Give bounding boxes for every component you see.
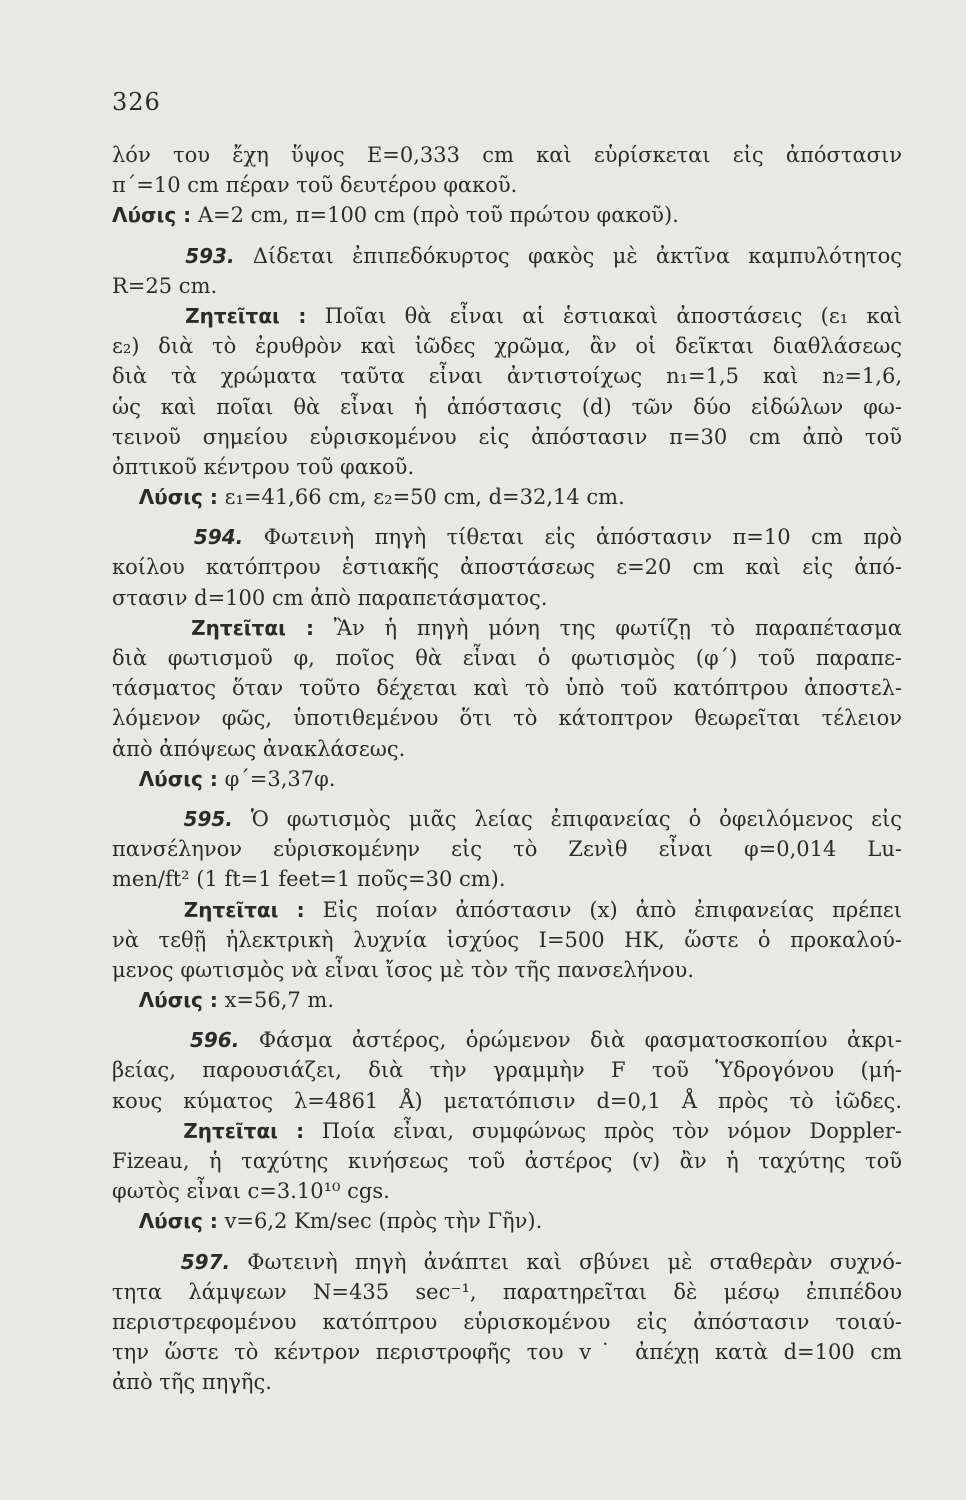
problem-text: Φάσμα ἀστέρος, ὁρώμενον διὰ φασματοσκοπίου ἀκρι- — [258, 1028, 902, 1053]
page-text — [112, 140, 902, 1398]
text-line: πανσέληνον εὑρισκομένην εἰς τὸ Ζενὶθ εἶναι φ=0,014 Lu- — [112, 837, 902, 862]
solution-text: φ΄=3,37φ. — [224, 766, 336, 791]
solution-text: Α=2 cm, π=100 cm (πρὸ τοῦ πρώτου φακοῦ). — [197, 203, 679, 228]
problem-number: 597. — [180, 1249, 231, 1274]
solution-label: Λύσις : — [138, 766, 218, 791]
text-line: men/ft² (1 ft=1 feet=1 ποῦς=30 cm). — [112, 867, 506, 892]
requirement-label: Ζητεῖται : — [183, 897, 305, 922]
problem-line — [112, 1247, 902, 1277]
text-line: Fizeau, ἡ ταχύτης κινήσεως τοῦ ἀστέρος (v) ἂν ἡ ταχύτης τοῦ — [112, 1149, 902, 1173]
text-line: ὡς καὶ ποῖαι θὰ εἶναι ἡ ἀπόστασις (d) τῶν δύο εἰδώλων φω- — [112, 394, 902, 419]
text-line: μενος φωτισμὸς νὰ εἶναι ἴσος μὲ τὸν τῆς πανσελήνου. — [112, 957, 694, 982]
requirement-label: Ζητεῖται : — [191, 615, 314, 640]
problem-text: Φωτεινὴ πηγὴ ἀνάπτει καὶ σβύνει μὲ σταθερὰν συχνό- — [247, 1249, 902, 1274]
problem-text: Δίδεται ἐπιπεδόκυρτος φακὸς μὲ ἀκτῖνα καμπυλότητος — [252, 243, 902, 268]
requirement-text: Εἰς ποίαν ἀπόστασιν (x) ἀπὸ ἐπιφανείας πρέπει — [322, 897, 902, 922]
problem-line — [112, 241, 902, 271]
solution-label: Λύσις : — [112, 203, 192, 228]
text-line: ὀπτικοῦ κέντρου τοῦ φακοῦ. — [112, 454, 415, 479]
text-line: τεινοῦ σημείου εὑρισκομένου εἰς ἀπόστασιν π=30 cm ἀπὸ τοῦ — [112, 424, 902, 449]
text-line: ἀπὸ τῆς πηγῆς. — [112, 1370, 272, 1395]
requirement-line — [112, 895, 902, 925]
text-line: διὰ φωτισμοῦ φ, ποῖος θὰ εἶναι ὁ φωτισμὸς (φ΄) τοῦ παραπε- — [112, 646, 902, 670]
text-line: φωτὸς εἶναι c=3.10¹⁰ cgs. — [112, 1179, 390, 1204]
text-line: λόμενον φῶς, ὑποτιθεμένου ὅτι τὸ κάτοπτρον θεωρεῖται τέλειον — [112, 706, 902, 731]
problem-number: 596. — [189, 1028, 240, 1053]
text-line: ε₂) διὰ τὸ ἐρυθρὸν καὶ ἰῶδες χρῶμα, ἂν οἱ δεῖκται διαθλάσεως — [112, 334, 902, 359]
solution-text: v=6,2 Km/sec (πρὸς τὴν Γῆν). — [224, 1209, 543, 1234]
solution-label: Λύσις : — [138, 1209, 218, 1234]
text-line: βείας, παρουσιάζει, διὰ τὴν γραμμὴν F τοῦ Ὑδρογόνου (μή- — [112, 1058, 902, 1083]
text-line: νὰ τεθῇ ἠλεκτρικὴ λυχνία ἰσχύος I=500 ΗΚ, ὥστε ὁ προκαλού- — [112, 927, 902, 952]
requirement-line — [112, 613, 902, 643]
solution-text: x=56,7 m. — [224, 988, 335, 1013]
problem-number: 593. — [185, 243, 235, 268]
requirement-text: Ἂν ἡ πηγὴ μόνη της φωτίζῃ τὸ παραπέτασμα — [333, 615, 902, 640]
text-line: την ὥστε τὸ κέντρον περιστροφῆς του v˙ ἀπέχῃ κατὰ d=100 cm — [112, 1340, 902, 1365]
solution-line — [112, 200, 902, 230]
requirement-text: Ποία εἶναι, συμφώνως πρὸς τὸν νόμον Doppler- — [321, 1118, 902, 1143]
page-number: 326 — [112, 88, 161, 116]
solution-line — [112, 1206, 902, 1236]
problem-text: Φωτεινὴ πηγὴ τίθεται εἰς ἀπόστασιν π=10 cm πρὸ — [263, 525, 902, 550]
requirement-label: Ζητεῖται : — [185, 303, 307, 328]
solution-line — [112, 482, 902, 512]
solution-label: Λύσις : — [138, 485, 218, 510]
requirement-text: Ποῖαι θὰ εἶναι αἱ ἑστιακαὶ ἀποστάσεις (ε₁ καὶ — [324, 303, 902, 328]
text-line: κους κύματος λ=4861 Å) μετατόπισιν d=0,1 Å πρὸς τὸ ἰῶδες. — [112, 1088, 902, 1113]
text-line: R=25 cm. — [112, 273, 218, 298]
problem-line — [112, 804, 902, 834]
problem-number: 594. — [193, 525, 244, 550]
solution-text: ε₁=41,66 cm, ε₂=50 cm, d=32,14 cm. — [224, 485, 625, 510]
text-line: στασιν d=100 cm ἀπὸ παραπετάσματος. — [112, 585, 548, 610]
text-line: ἀπὸ ἀπόψεως ἀνακλάσεως. — [112, 736, 406, 761]
text-line: περιστρεφομένου κατόπτρου εὑρισκομένου εἰς ἀπόστασιν τοιαύ- — [112, 1309, 902, 1334]
text-line: διὰ τὰ χρώματα ταῦτα εἶναι ἀντιστοίχως n₁=1,5 καὶ n₂=1,6, — [112, 364, 902, 389]
text-line: π΄=10 cm πέραν τοῦ δευτέρου φακοῦ. — [112, 173, 518, 198]
text-line: τητα λάμψεων N=435 sec⁻¹, παρατηρεῖται δὲ μέσῳ ἐπιπέδου — [112, 1279, 902, 1304]
text-line: κοίλου κατόπτρου ἑστιακῆς ἀποστάσεως ε=20 cm καὶ εἰς ἀπό- — [112, 555, 902, 580]
problem-line — [112, 522, 902, 552]
solution-line — [112, 985, 902, 1015]
solution-label: Λύσις : — [138, 988, 218, 1013]
problem-number: 595. — [183, 806, 233, 831]
problem-text: Ὁ φωτισμὸς μιᾶς λείας ἐπιφανείας ὁ ὀφειλόμενος εἰς — [250, 806, 902, 831]
requirement-line — [112, 301, 902, 331]
problem-line — [112, 1025, 902, 1055]
text-line: τάσματος ὅταν τοῦτο δέχεται καὶ τὸ ὑπὸ τοῦ κατόπτρου ἀποστελ- — [112, 676, 902, 701]
text-line: λόν του ἔχη ὕψος Ε=0,333 cm καὶ εὑρίσκεται εἰς ἀπόστασιν — [112, 143, 902, 167]
requirement-line — [112, 1116, 902, 1146]
requirement-label: Ζητεῖται : — [183, 1118, 305, 1143]
solution-line — [112, 764, 902, 794]
